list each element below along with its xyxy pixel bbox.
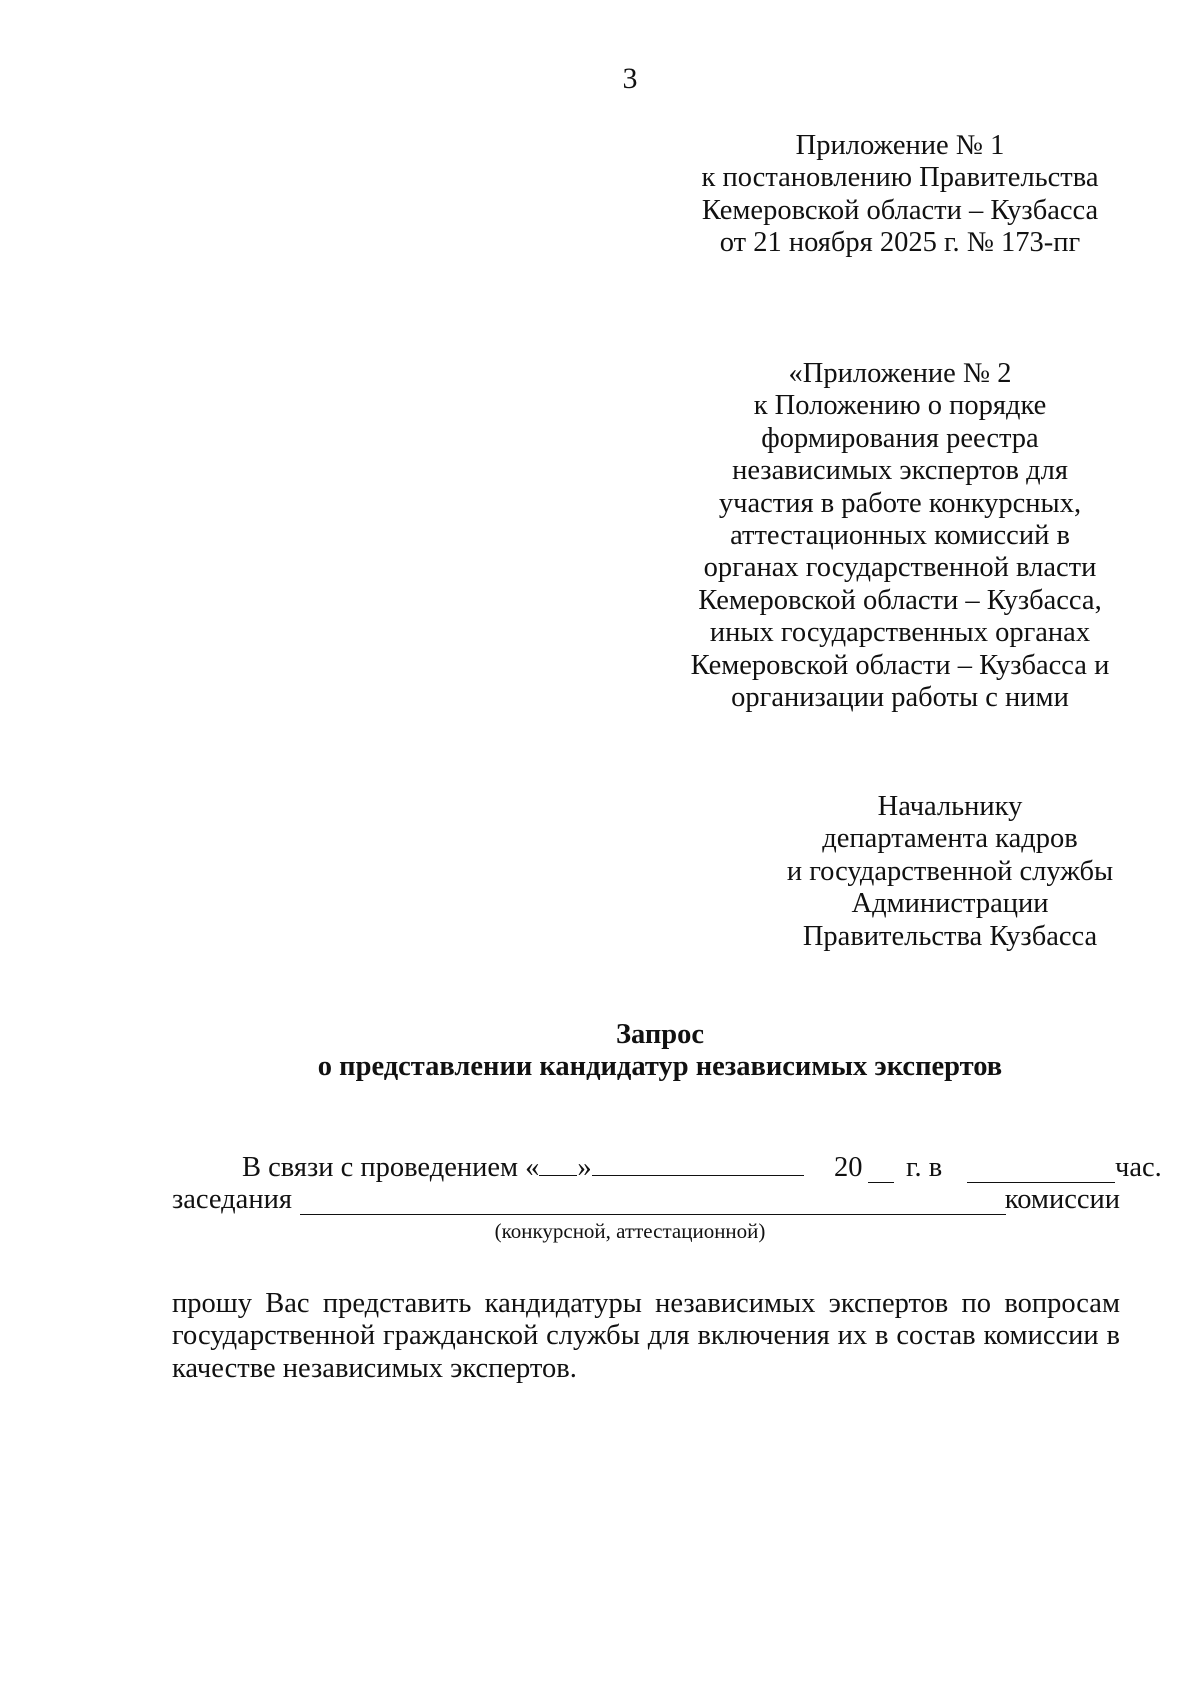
appendix-1-line: к постановлению Правительства	[701, 162, 1099, 194]
document-title	[130, 1019, 1190, 1084]
addressee-block	[760, 791, 1140, 953]
appendix-2-line: организации работы с ними	[731, 682, 1069, 714]
intro-label: В связи с проведением «	[242, 1152, 540, 1183]
paragraph-line: прошу Вас представить кандидатуры независимых экспертов по вопросам	[172, 1288, 1120, 1319]
addressee-line: Правительства Кузбасса	[802, 920, 1098, 952]
form-line-date	[172, 1152, 1162, 1186]
appendix-2-line: Кемеровской области – Кузбасса и	[690, 649, 1110, 681]
appendix-2-header	[690, 358, 1110, 714]
paragraph-line: государственной гражданской службы для включения их в состав комиссии в	[172, 1320, 1120, 1352]
page-number: 3	[622, 62, 638, 95]
appendix-1-line: от 21 ноября 2025 г. № 173-пг	[719, 227, 1081, 259]
addressee-line: и государственной службы	[786, 855, 1114, 887]
subtitle-line: о представлении кандидатур независимых экспертов	[317, 1051, 1003, 1083]
appendix-2-line: независимых экспертов для	[732, 455, 1068, 487]
commission-label: комиссии	[1004, 1184, 1120, 1215]
appendix-1-line: Кемеровской области – Кузбасса	[701, 194, 1099, 226]
request-paragraph	[172, 1288, 1120, 1385]
form-line-session	[172, 1184, 1120, 1218]
session-label: заседания	[172, 1184, 292, 1215]
paragraph-last-line: качестве независимых экспертов.	[172, 1352, 577, 1384]
appendix-2-line: формирования реестра	[761, 422, 1039, 454]
year-prefix: 20	[834, 1152, 863, 1183]
appendix-2-line: аттестационных комиссий в	[730, 520, 1070, 552]
addressee-line: Администрации	[851, 888, 1049, 920]
year-blank	[868, 1182, 894, 1183]
appendix-2-line: участия в работе конкурсных,	[718, 487, 1082, 519]
quote-close: »	[577, 1152, 592, 1183]
appendix-1-line: Приложение № 1	[795, 130, 1005, 161]
month-blank	[592, 1175, 804, 1176]
appendix-2-line: «Приложение № 2	[788, 358, 1012, 389]
appendix-1-header	[700, 130, 1100, 260]
addressee-line: Начальнику	[877, 791, 1023, 822]
appendix-2-line: иных государственных органах	[709, 617, 1091, 649]
addressee-line: департамента кадров	[822, 823, 1078, 855]
commission-type-blank	[300, 1214, 1006, 1215]
intro-text	[242, 1152, 804, 1184]
appendix-2-line: к Положению о порядке	[753, 390, 1047, 422]
appendix-2-line: Кемеровской области – Кузбасса,	[698, 584, 1102, 616]
hour-label: час.	[1115, 1152, 1162, 1183]
title-line: Запрос	[615, 1019, 705, 1050]
time-blank	[967, 1182, 1115, 1183]
day-blank	[539, 1175, 577, 1176]
appendix-2-line: органах государственной власти	[703, 552, 1097, 584]
year-suffix: г. в	[906, 1152, 943, 1183]
commission-type-hint: (конкурсной, аттестационной)	[494, 1219, 766, 1243]
